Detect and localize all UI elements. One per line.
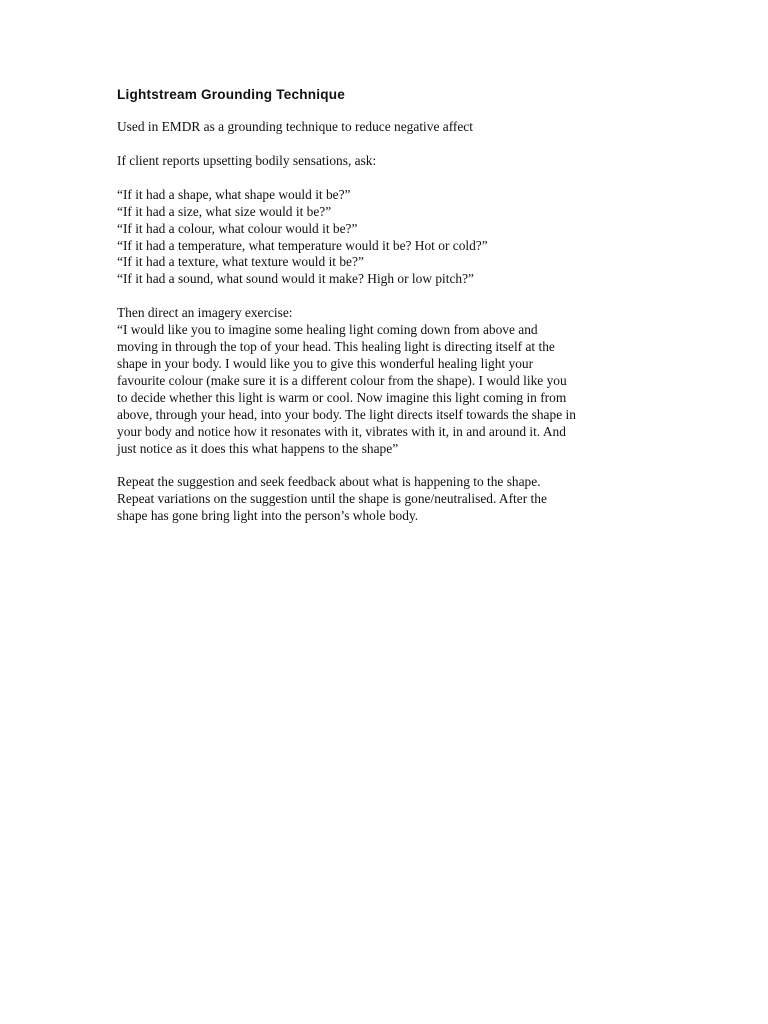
closing-section <box>117 474 657 525</box>
client-prompt: If client reports upsetting bodily sensations, ask: <box>117 152 377 168</box>
imagery-heading: Then direct an imagery exercise: <box>117 305 293 321</box>
question-list <box>117 187 657 288</box>
intro-text: Used in EMDR as a grounding technique to reduce negative affect <box>117 119 473 134</box>
imagery-line: to decide whether this light is warm or cool. Now imagine this light coming in from <box>117 389 567 405</box>
document-title: Lightstream Grounding Technique <box>117 87 345 102</box>
imagery-line: just notice as it does this what happens to the shape” <box>117 440 399 456</box>
closing-line: Repeat variations on the suggestion until the shape is gone/neutralised. After the <box>117 491 547 507</box>
imagery-line: above, through your head, into your body. The light directs itself towards the shape in <box>117 406 576 422</box>
closing-line: shape has gone bring light into the person’s whole body. <box>117 508 419 524</box>
question-item: “If it had a size, what size would it be?” <box>117 203 332 219</box>
question-item: “If it had a shape, what shape would it be?” <box>117 186 351 202</box>
question-item: “If it had a temperature, what temperature would it be? Hot or cold?” <box>117 237 488 253</box>
question-item: “If it had a sound, what sound would it make? High or low pitch?” <box>117 271 475 287</box>
question-item: “If it had a colour, what colour would it be?” <box>117 220 358 236</box>
imagery-section <box>117 305 657 457</box>
closing-line: Repeat the suggestion and seek feedback about what is happening to the shape. <box>117 474 541 490</box>
question-item: “If it had a texture, what texture would it be?” <box>117 254 364 270</box>
imagery-line: your body and notice how it resonates with it, vibrates with it, in and around it. And <box>117 423 566 439</box>
imagery-line: “I would like you to imagine some healing light coming down from above and <box>117 322 538 338</box>
imagery-line: shape in your body. I would like you to give this wonderful healing light your <box>117 355 534 371</box>
document-page <box>117 86 657 525</box>
imagery-line: moving in through the top of your head. This healing light is directing itself at the <box>117 339 555 355</box>
imagery-line: favourite colour (make sure it is a different colour from the shape). I would like you <box>117 372 567 388</box>
